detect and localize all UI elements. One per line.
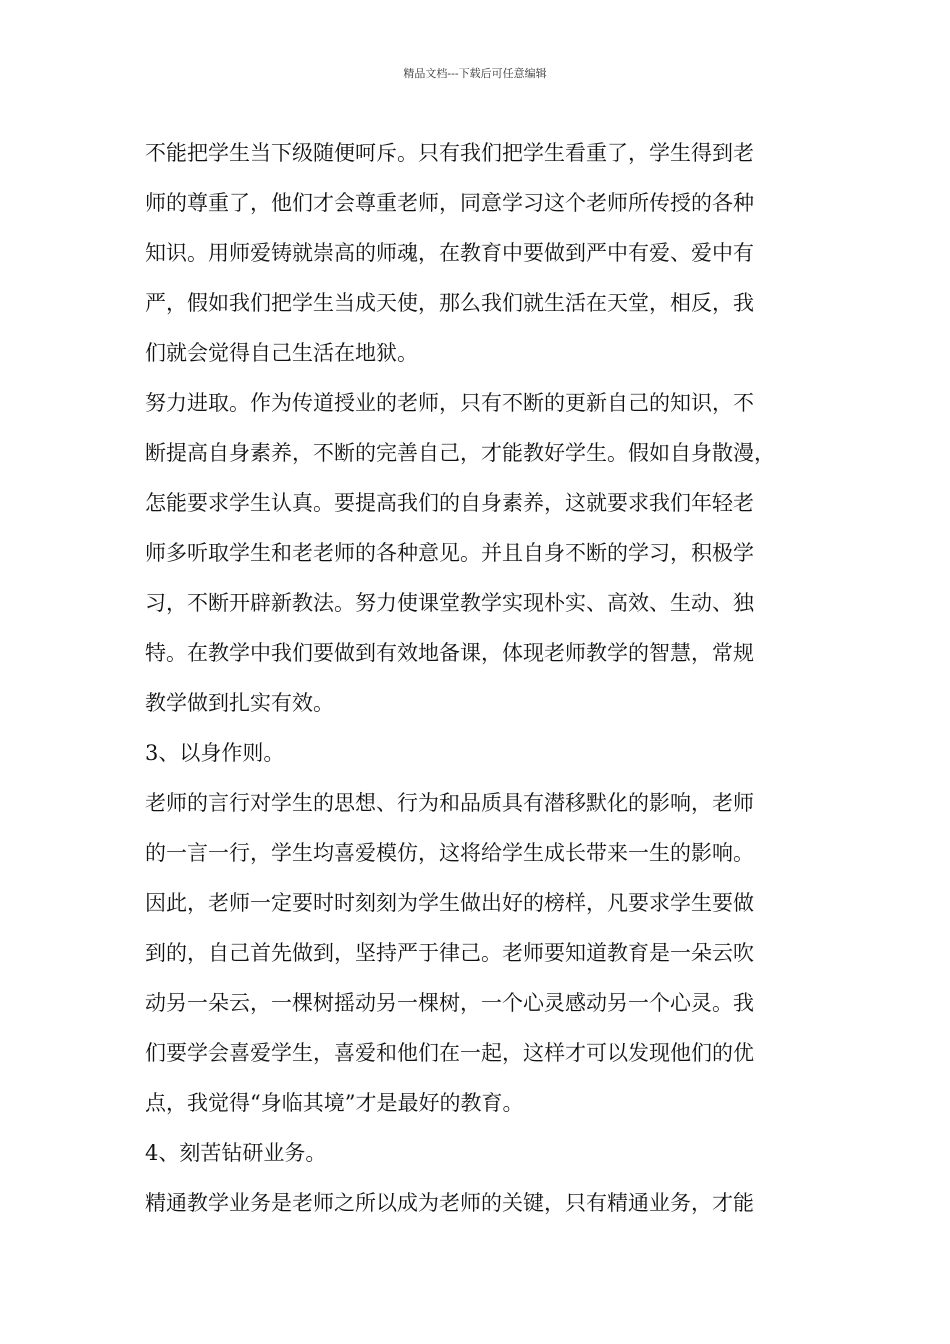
text-line: 努力进取。作为传道授业的老师，只有不断的更新自己的知识，不 [145, 391, 754, 415]
section-heading: 3、以身作则。 [145, 741, 285, 765]
text-line: 的一言一行，学生均喜爱模仿，这将给学生成长带来一生的影响。 [145, 841, 754, 865]
text-line: 们要学会喜爱学生，喜爱和他们在一起，这样才可以发现他们的优 [145, 1041, 754, 1065]
text-line: 知识。用师爱铸就崇高的师魂，在教育中要做到严中有爱、爱中有 [145, 241, 754, 265]
text-line: 老师的言行对学生的思想、行为和品质具有潜移默化的影响，老师 [145, 791, 754, 815]
text-line: 精通教学业务是老师之所以成为老师的关键，只有精通业务，才能 [145, 1191, 754, 1215]
text-line: 严，假如我们把学生当成天使，那么我们就生活在天堂，相反，我 [145, 291, 754, 315]
text-line: 点，我觉得“身临其境”才是最好的教育。 [145, 1091, 524, 1115]
text-line: 断提高自身素养，不断的完善自己，才能教好学生。假如自身散漫， [145, 441, 775, 465]
document-body [145, 128, 807, 1228]
text-line: 不能把学生当下级随便呵斥。只有我们把学生看重了，学生得到老 [145, 141, 754, 165]
text-line: 教学做到扎实有效。 [145, 691, 334, 715]
text-line: 师的尊重了，他们才会尊重老师，同意学习这个老师所传授的各种 [145, 191, 754, 215]
section-heading: 4、刻苦钻研业务。 [145, 1141, 327, 1165]
text-line: 们就会觉得自己生活在地狱。 [145, 341, 418, 365]
text-line: 到的，自己首先做到，坚持严于律己。老师要知道教育是一朵云吹 [145, 941, 754, 965]
text-line: 因此，老师一定要时时刻刻为学生做出好的榜样，凡要求学生要做 [145, 891, 754, 915]
text-line: 特。在教学中我们要做到有效地备课，体现老师教学的智慧，常规 [145, 641, 754, 665]
text-line: 怎能要求学生认真。要提高我们的自身素养，这就要求我们年轻老 [145, 491, 754, 515]
text-line: 师多听取学生和老老师的各种意见。并且自身不断的学习，积极学 [145, 541, 754, 565]
text-line: 习，不断开辟新教法。努力使课堂教学实现朴实、高效、生动、独 [145, 591, 754, 615]
page-header: 精品文档---下载后可任意编辑 [403, 67, 547, 80]
text-line: 动另一朵云，一棵树摇动另一棵树，一个心灵感动另一个心灵。我 [145, 991, 754, 1015]
